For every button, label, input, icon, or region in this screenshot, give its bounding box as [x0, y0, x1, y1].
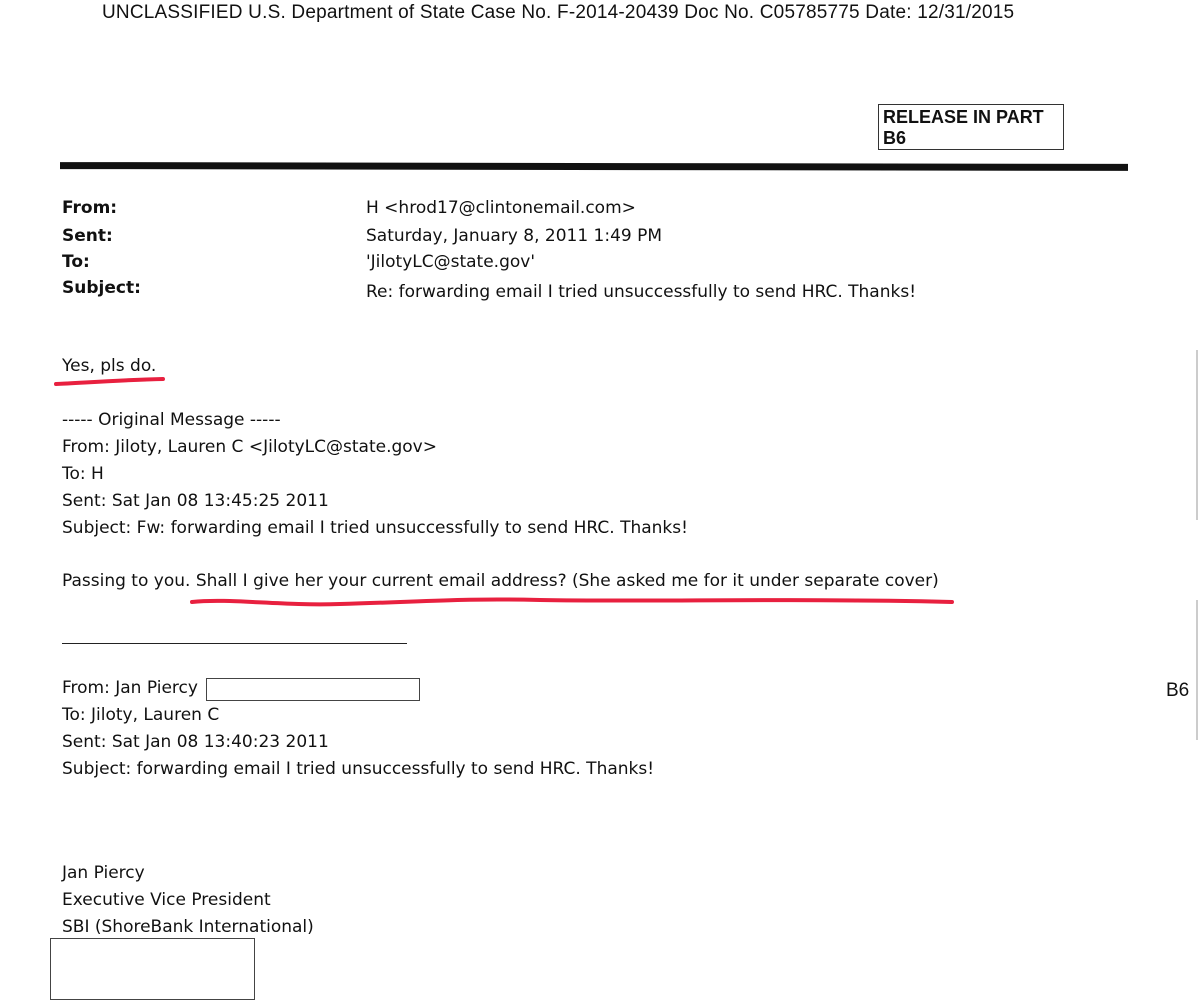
forwarded-from: From: Jan Piercy [62, 678, 198, 698]
sent-value: Saturday, January 8, 2011 1:49 PM [366, 226, 663, 246]
underline-body-mark [192, 599, 952, 604]
from-label: From: [62, 198, 118, 218]
signature-title: Executive Vice President [62, 890, 271, 910]
release-stamp-line2: B6 [883, 128, 907, 148]
subject-value: Re: forwarding email I tried unsuccessfully to send HRC. Thanks! [366, 282, 917, 302]
signature-name: Jan Piercy [62, 863, 145, 883]
forwarded-sent: Sent: Sat Jan 08 13:40:23 2011 [62, 732, 329, 752]
from-value: H <hrod17@clintonemail.com> [366, 198, 636, 218]
release-stamp [878, 104, 1064, 150]
classification-banner: UNCLASSIFIED U.S. Department of State Case No. F-2014-20439 Doc No. C05785775 Date: 12/31/2015 [102, 2, 1015, 23]
to-value: 'JilotyLC@state.gov' [366, 252, 535, 272]
message-separator [62, 643, 407, 644]
original-message-marker: ----- Original Message ----- [62, 410, 281, 430]
underline-reply-mark [56, 379, 163, 384]
original-subject: Subject: Fw: forwarding email I tried unsuccessfully to send HRC. Thanks! [62, 518, 688, 538]
reply-text: Yes, pls do. [62, 356, 157, 376]
original-to: To: H [62, 464, 104, 484]
redaction-box-signature [50, 938, 255, 1000]
subject-label: Subject: [62, 278, 141, 298]
to-label: To: [62, 252, 90, 272]
forwarded-subject: Subject: forwarding email I tried unsuccessfully to send HRC. Thanks! [62, 759, 655, 779]
forwarded-to: To: Jiloty, Lauren C [62, 705, 220, 725]
signature-org: SBI (ShoreBank International) [62, 917, 314, 937]
original-from: From: Jiloty, Lauren C <JilotyLC@state.gov> [62, 437, 437, 457]
redaction-box-email [206, 678, 420, 701]
sent-label: Sent: [62, 226, 113, 246]
original-body: Passing to you. Shall I give her your current email address? (She asked me for it under separate cover) [62, 571, 939, 591]
exemption-code-margin: B6 [1166, 680, 1190, 701]
original-sent: Sent: Sat Jan 08 13:45:25 2011 [62, 491, 329, 511]
header-divider [60, 162, 1128, 171]
release-stamp-line1: RELEASE IN PART [883, 107, 1044, 127]
